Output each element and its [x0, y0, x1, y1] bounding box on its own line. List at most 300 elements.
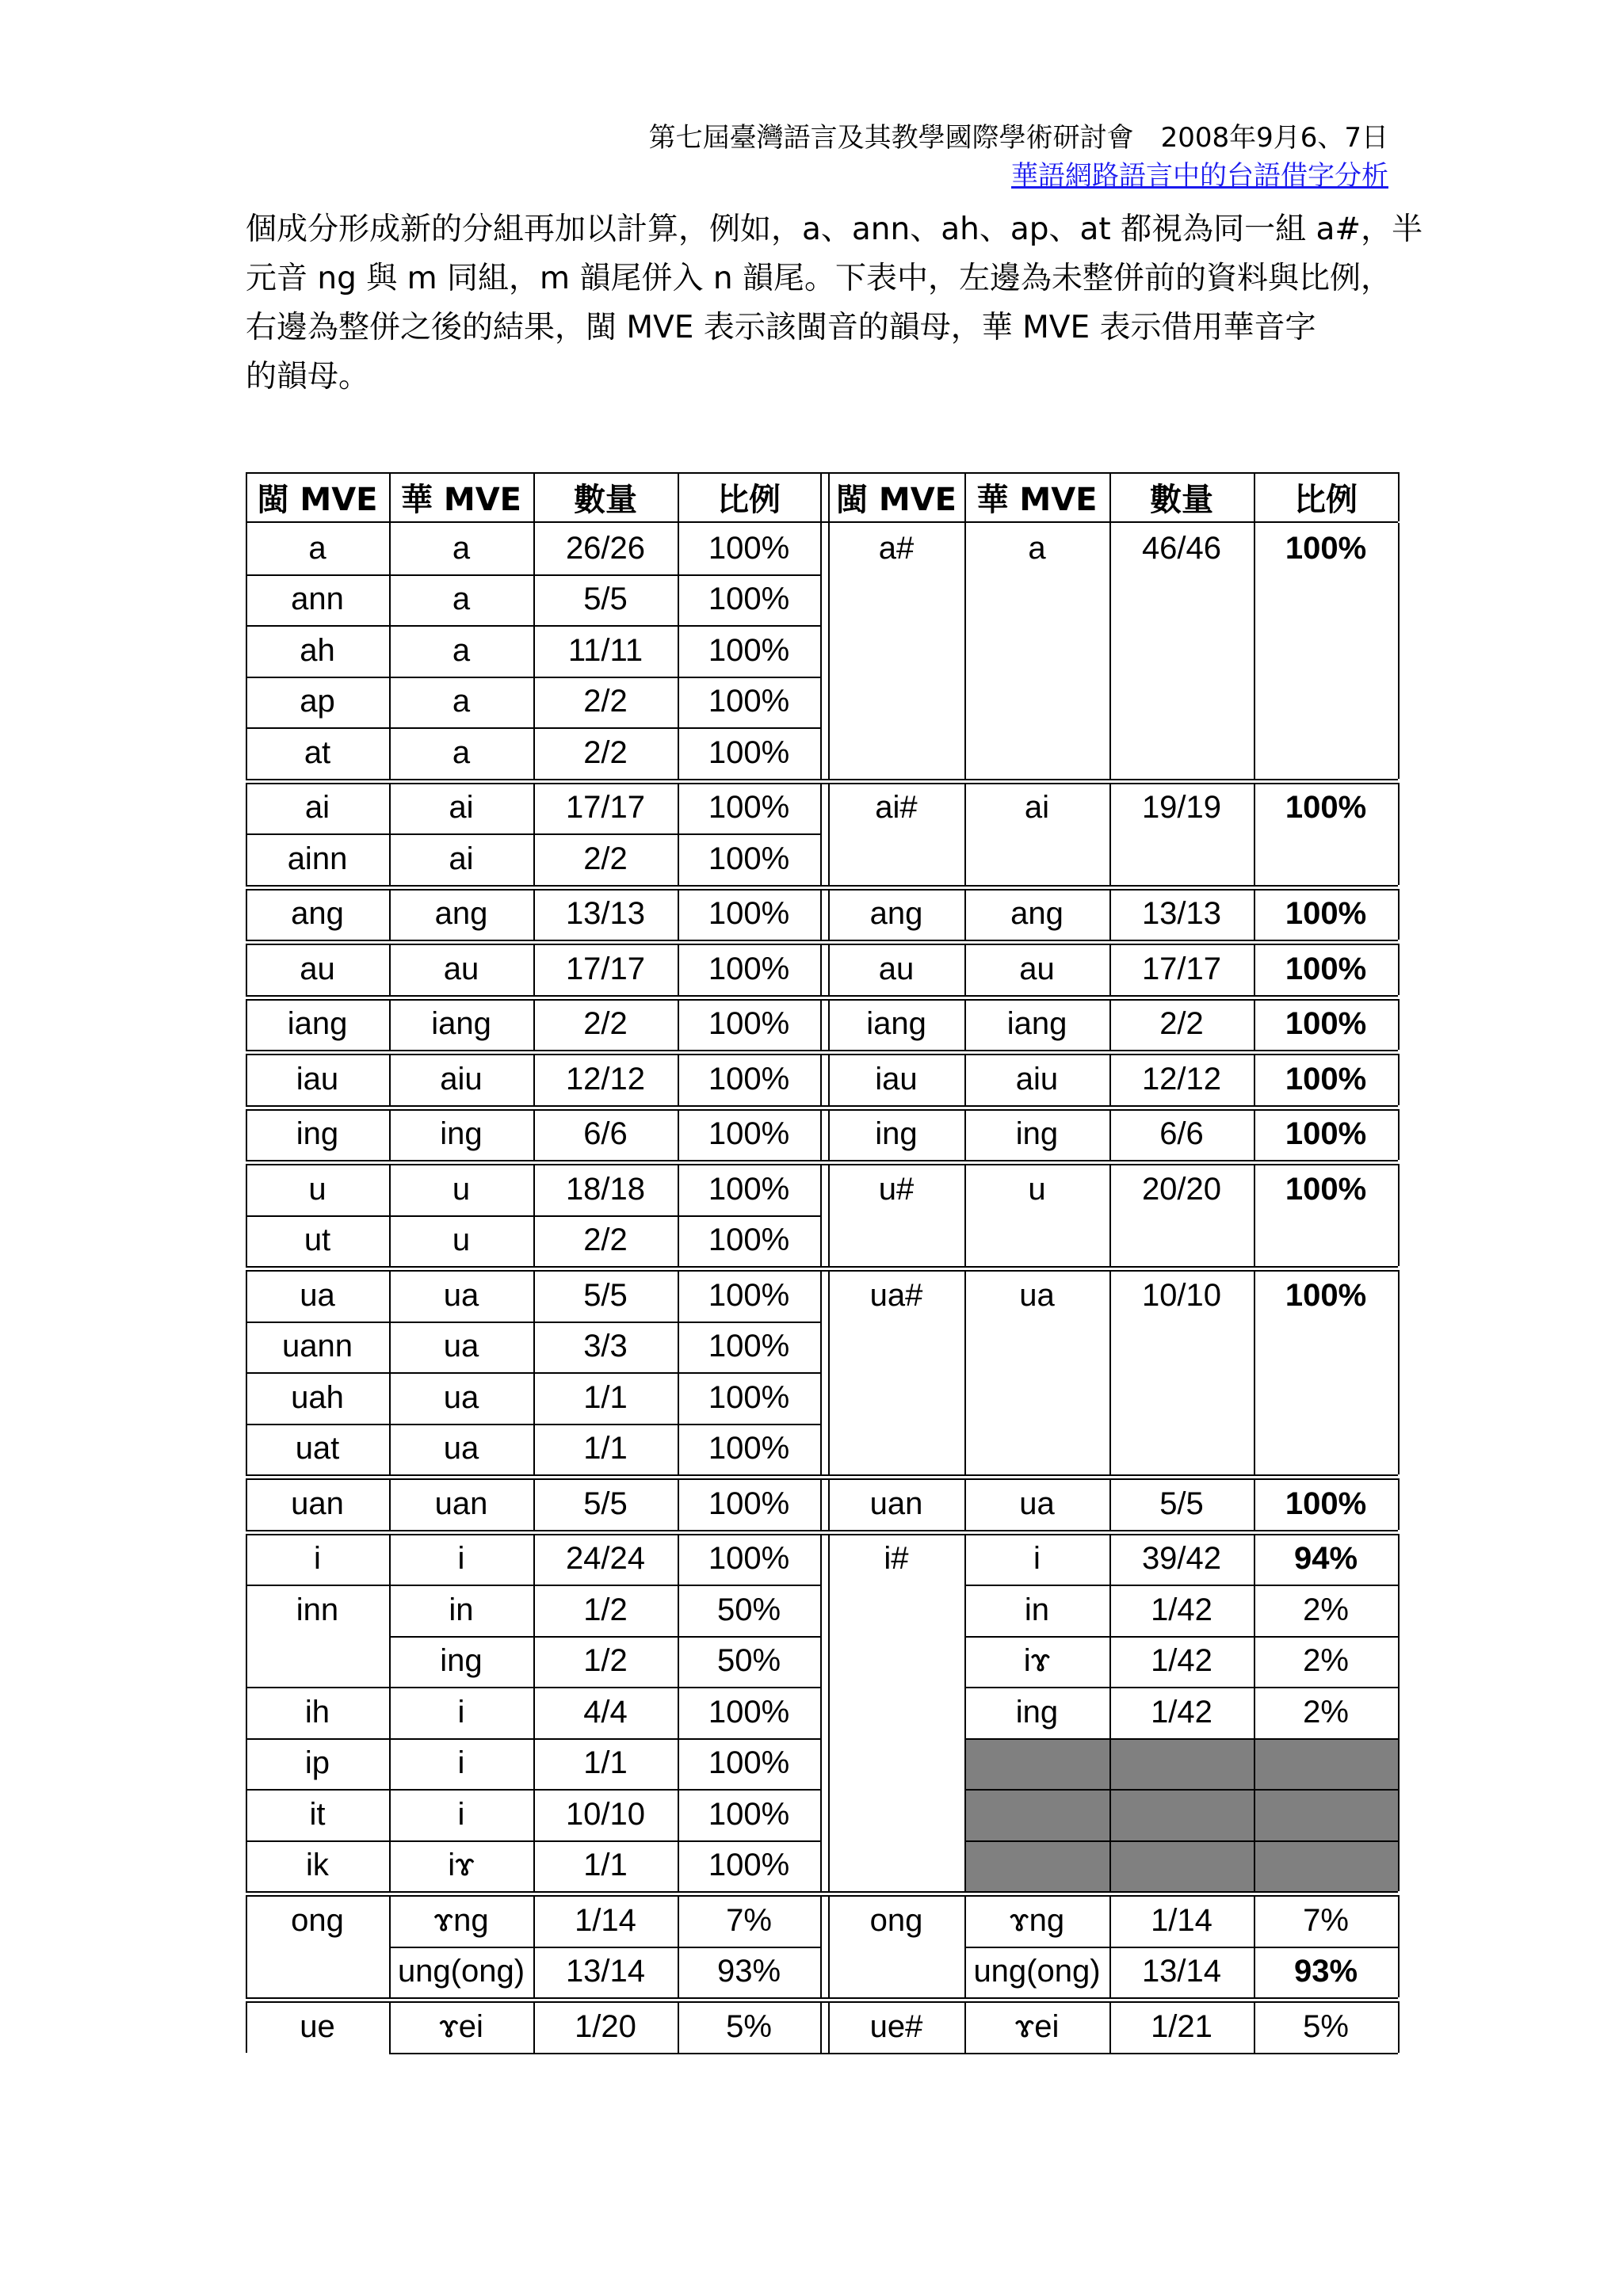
merged-cell: ai# [875, 790, 918, 826]
table-cell: 100% [708, 1541, 790, 1577]
shaded-empty-cell [964, 1789, 1109, 1840]
table-rule [678, 1054, 679, 1105]
table-rule [533, 783, 535, 885]
conference-header: 第七屆臺灣語言及其教學國際學術研討會 2008年9月6、7日 [648, 122, 1388, 154]
table-rule [964, 1270, 966, 1474]
table-rule [389, 523, 391, 779]
table-rule [1109, 1895, 1111, 1997]
table-rule [389, 889, 391, 940]
table-cell: 24/24 [565, 1541, 646, 1577]
table-cell: 18/18 [565, 1171, 646, 1207]
table-rule [1254, 1164, 1255, 1266]
table-rule [1254, 1109, 1255, 1161]
table-rule [389, 1534, 391, 1892]
table-cell: 1/1 [583, 1848, 628, 1883]
table-cell: u [452, 1222, 471, 1258]
table-cell: 2/2 [583, 734, 628, 770]
table-cell: ua [443, 1431, 479, 1466]
shaded-empty-cell [964, 1738, 1109, 1790]
table-rule [820, 1270, 822, 1474]
table-rule [678, 1164, 679, 1266]
table-rule [389, 1270, 391, 1474]
table-rule [246, 779, 1398, 780]
table-cell: i [457, 1541, 465, 1577]
table-cell: 1/42 [1151, 1694, 1212, 1730]
table-cell: aiu [440, 1061, 483, 1097]
table-rule [1398, 1478, 1400, 1530]
table-rule [820, 523, 822, 779]
table-rule [1109, 1164, 1111, 1266]
table-cell: 100% [708, 951, 790, 986]
table-rule [1254, 1270, 1255, 1474]
table-rule [820, 472, 822, 521]
table-cell: 2/2 [583, 1006, 628, 1042]
table-cell: 2% [1303, 1643, 1349, 1679]
table-cell: 2% [1303, 1694, 1349, 1730]
table-rule [246, 1164, 247, 1266]
merged-cell: 100% [1285, 1277, 1367, 1313]
table-cell: 2/2 [583, 684, 628, 719]
table-cell: ua [300, 1277, 335, 1313]
table-rule [1398, 1164, 1400, 1266]
table-rule [964, 1789, 1398, 1791]
table-rule [964, 1636, 1398, 1638]
table-rule [246, 1530, 1398, 1531]
table-cell: ing [875, 1116, 918, 1152]
table-cell: a [452, 734, 471, 770]
table-rule [1109, 523, 1111, 779]
table-rule [964, 1534, 966, 1892]
table-rule [678, 1270, 679, 1474]
column-header: 閩 MVE [835, 481, 957, 518]
table-cell: 17/17 [565, 951, 646, 986]
table-cell: 100% [1285, 951, 1367, 986]
table-rule [389, 1109, 391, 1161]
table-rule [1398, 1534, 1400, 1892]
table-rule [828, 1534, 830, 1892]
shaded-empty-cell [1109, 1738, 1254, 1790]
table-cell: uah [291, 1379, 344, 1415]
table-cell: 100% [708, 684, 790, 719]
table-cell: 1/42 [1151, 1592, 1212, 1627]
table-rule [1254, 1534, 1255, 1892]
table-rule [389, 1895, 391, 1997]
shaded-empty-cell [964, 1840, 1109, 1892]
table-cell: 4/4 [583, 1694, 628, 1730]
table-cell: ing [296, 1116, 339, 1152]
table-cell: iau [296, 1061, 339, 1097]
table-rule [678, 1895, 679, 1997]
table-rule [678, 999, 679, 1051]
table-rule [389, 1054, 391, 1105]
table-cell: 17/17 [565, 790, 646, 826]
table-cell: ong [291, 1902, 344, 1938]
table-rule [1109, 1534, 1111, 1892]
table-cell: uan [434, 1486, 488, 1521]
table-rule [678, 523, 679, 779]
table-cell: 2% [1303, 1592, 1349, 1627]
table-rule [828, 523, 830, 779]
table-rule [533, 2001, 535, 2053]
table-cell: ang [291, 896, 344, 932]
shaded-empty-cell [1109, 1789, 1254, 1840]
merged-cell: 20/20 [1141, 1171, 1222, 1207]
table-rule [246, 1266, 1398, 1268]
table-rule [828, 1054, 830, 1105]
table-rule [1398, 1895, 1400, 1997]
table-cell: ing [1015, 1116, 1059, 1152]
table-rule [246, 885, 1398, 887]
table-rule [964, 2001, 966, 2053]
table-cell: ah [300, 632, 335, 668]
table-cell: 100% [708, 1061, 790, 1097]
table-cell: 5/5 [583, 582, 628, 617]
table-cell: ip [304, 1745, 330, 1781]
merged-cell: a# [878, 530, 915, 566]
table-rule [1398, 472, 1400, 521]
table-rule [1254, 1895, 1255, 1997]
table-rule [389, 2001, 391, 2053]
table-rule [389, 999, 391, 1051]
table-rule [1398, 1109, 1400, 1161]
table-rule [1254, 472, 1255, 521]
table-cell: 100% [708, 1431, 790, 1466]
table-rule [533, 944, 535, 995]
table-cell: ik [306, 1848, 329, 1883]
table-cell: 1/14 [1151, 1902, 1212, 1938]
column-header: 數量 [1150, 481, 1213, 518]
table-cell: iɤ [448, 1848, 475, 1883]
table-rule [964, 1947, 1398, 1948]
table-rule [246, 2001, 247, 2053]
table-rule [389, 783, 391, 885]
table-rule [828, 1164, 830, 1266]
table-cell: 100% [1285, 896, 1367, 932]
table-cell: i [314, 1541, 321, 1577]
table-rule [246, 995, 1398, 997]
table-cell: 13/13 [565, 896, 646, 932]
column-header: 數量 [574, 481, 637, 518]
table-rule [1109, 889, 1111, 940]
table-rule [246, 889, 247, 940]
table-rule [246, 1478, 247, 1530]
table-rule [246, 1105, 1398, 1107]
table-cell: 26/26 [565, 530, 646, 566]
table-cell: ung(ong) [973, 1954, 1101, 1989]
table-cell: a [452, 632, 471, 668]
table-cell: 13/14 [1141, 1954, 1222, 1989]
table-rule [820, 1478, 822, 1530]
table-cell: 2/2 [583, 1222, 628, 1258]
table-cell: ut [304, 1222, 331, 1258]
table-cell: ap [300, 684, 335, 719]
table-cell: ing [440, 1643, 483, 1679]
table-cell: ing [440, 1116, 483, 1152]
table-rule [964, 1478, 966, 1530]
table-rule [828, 944, 830, 995]
table-cell: ai [449, 790, 474, 826]
table-rule [820, 783, 822, 885]
table-rule [389, 2053, 1398, 2054]
table-cell: 1/20 [575, 2008, 636, 2044]
merged-cell: 100% [1285, 530, 1367, 566]
table-rule [1254, 944, 1255, 995]
column-header: 比例 [1294, 481, 1358, 518]
table-cell: au [300, 951, 335, 986]
merged-cell: u [1028, 1171, 1046, 1207]
table-rule [964, 1687, 1398, 1688]
table-rule [246, 523, 247, 779]
table-cell: 1/2 [583, 1592, 628, 1627]
table-cell: 100% [708, 632, 790, 668]
table-cell: 2/2 [1159, 1006, 1204, 1042]
table-rule [246, 999, 247, 1051]
table-cell: 1/1 [583, 1379, 628, 1415]
table-cell: au [1019, 951, 1055, 986]
table-rule [964, 944, 966, 995]
table-cell: uan [869, 1486, 923, 1521]
table-rule [678, 472, 679, 521]
table-rule [820, 889, 822, 940]
table-rule [533, 1164, 535, 1266]
table-cell: iau [875, 1061, 918, 1097]
table-cell: 7% [1303, 1902, 1349, 1938]
table-rule [964, 889, 966, 940]
table-cell: 100% [708, 841, 790, 876]
table-rule [246, 1997, 1398, 1999]
table-rule [1109, 944, 1111, 995]
table-rule [1398, 1054, 1400, 1105]
table-cell: a [452, 582, 471, 617]
table-rule [678, 944, 679, 995]
table-rule [246, 1054, 247, 1105]
table-rule [828, 889, 830, 940]
paper-title-link[interactable]: 華語網路語言中的台語借字分析 [1011, 160, 1388, 192]
table-cell: ai [449, 841, 474, 876]
table-cell: 100% [708, 1848, 790, 1883]
column-header: 閩 MVE [257, 481, 378, 518]
table-rule [246, 944, 247, 995]
table-cell: uan [291, 1486, 344, 1521]
table-rule [533, 1534, 535, 1892]
table-cell: u [308, 1171, 327, 1207]
table-cell: ang [1010, 896, 1064, 932]
table-cell: i [457, 1694, 465, 1730]
table-cell: i# [884, 1541, 909, 1577]
table-cell: 1/14 [575, 1902, 636, 1938]
table-cell: 6/6 [583, 1116, 628, 1152]
table-rule [389, 1478, 391, 1530]
table-rule [964, 472, 966, 521]
table-cell: 1/1 [583, 1745, 628, 1781]
table-rule [1109, 1054, 1111, 1105]
table-cell: aiu [1015, 1061, 1059, 1097]
merged-cell: 19/19 [1141, 790, 1222, 826]
table-rule [533, 999, 535, 1051]
table-cell: it [309, 1796, 326, 1832]
table-rule [828, 1478, 830, 1530]
table-rule [820, 1534, 822, 1892]
table-cell: 5% [726, 2008, 772, 2044]
table-rule [1254, 1478, 1255, 1530]
table-rule [1109, 1109, 1111, 1161]
table-rule [533, 1478, 535, 1530]
table-cell: 10/10 [565, 1796, 646, 1832]
merged-cell: ua# [869, 1277, 923, 1313]
table-rule [246, 1109, 247, 1161]
table-cell: au [443, 951, 479, 986]
table-rule [820, 944, 822, 995]
table-cell: ue [300, 2008, 335, 2044]
table-cell: ang [869, 896, 923, 932]
table-rule [389, 1636, 820, 1638]
table-rule [678, 889, 679, 940]
merged-cell: 46/46 [1141, 530, 1222, 566]
table-cell: ɤei [1014, 2008, 1060, 2044]
table-rule [533, 1895, 535, 1997]
table-rule [678, 2001, 679, 2053]
table-cell: 3/3 [583, 1329, 628, 1364]
table-cell: 100% [708, 582, 790, 617]
table-rule [533, 1054, 535, 1105]
table-cell: 1/42 [1151, 1643, 1212, 1679]
table-cell: 93% [716, 1954, 781, 1989]
table-cell: uann [282, 1329, 353, 1364]
table-rule [828, 1109, 830, 1161]
table-rule [1398, 999, 1400, 1051]
table-cell: 100% [708, 1171, 790, 1207]
table-rule [1109, 783, 1111, 885]
table-cell: 100% [708, 1694, 790, 1730]
table-cell: 100% [708, 1486, 790, 1521]
table-cell: 1/1 [583, 1431, 628, 1466]
table-cell: 100% [1285, 1006, 1367, 1042]
table-cell: ɤng [1009, 1902, 1065, 1938]
table-cell: iɤ [1023, 1643, 1051, 1679]
table-cell: i [457, 1745, 465, 1781]
table-cell: a [452, 684, 471, 719]
table-rule [389, 472, 391, 521]
table-rule [964, 523, 966, 779]
table-rule [1398, 1270, 1400, 1474]
table-rule [828, 783, 830, 885]
table-cell: 13/13 [1141, 896, 1222, 932]
table-cell: ong [869, 1902, 923, 1938]
table-rule [246, 472, 247, 521]
table-cell: 100% [1285, 1486, 1367, 1521]
table-cell: a [308, 530, 327, 566]
shaded-empty-cell [1109, 1840, 1254, 1892]
table-rule [964, 1109, 966, 1161]
table-cell: 100% [1285, 1061, 1367, 1097]
table-rule [246, 1270, 247, 1474]
table-rule [828, 472, 830, 521]
column-header: 華 MVE [976, 481, 1098, 518]
table-cell: 5/5 [583, 1277, 628, 1313]
table-cell: 94% [1293, 1541, 1358, 1577]
table-rule [1398, 889, 1400, 940]
table-rule [1254, 1054, 1255, 1105]
table-cell: 93% [1293, 1954, 1358, 1989]
table-cell: inn [296, 1592, 339, 1627]
table-rule [964, 1164, 966, 1266]
table-cell: 6/6 [1159, 1116, 1204, 1152]
table-rule [1254, 2001, 1255, 2053]
table-cell: iang [431, 1006, 491, 1042]
table-rule [246, 1050, 1398, 1051]
table-cell: iang [287, 1006, 348, 1042]
table-cell: 100% [708, 1796, 790, 1832]
table-cell: ih [304, 1694, 330, 1730]
table-cell: 5/5 [583, 1486, 628, 1521]
table-cell: ing [1015, 1694, 1059, 1730]
table-rule [533, 472, 535, 521]
table-cell: a [452, 530, 471, 566]
table-rule [678, 783, 679, 885]
table-rule [1109, 2001, 1111, 2053]
body-paragraph-line: 右邊為整併之後的結果，閩 MVE 表示該閩音的韻母，華 MVE 表示借用華音字 [246, 310, 1316, 345]
table-cell: ua [443, 1329, 479, 1364]
table-cell: 50% [716, 1592, 781, 1627]
table-cell: 12/12 [1141, 1061, 1222, 1097]
table-cell: ainn [287, 841, 348, 876]
table-cell: ɤng [433, 1902, 489, 1938]
table-cell: 100% [708, 734, 790, 770]
table-cell: 1/2 [583, 1643, 628, 1679]
table-cell: 100% [1285, 1116, 1367, 1152]
merged-cell: a [1028, 530, 1046, 566]
table-rule [820, 1054, 822, 1105]
table-cell: 39/42 [1141, 1541, 1222, 1577]
table-rule [820, 1164, 822, 1266]
column-header: 比例 [717, 481, 781, 518]
table-cell: i [1033, 1541, 1041, 1577]
table-cell: ung(ong) [397, 1954, 525, 1989]
table-cell: ang [434, 896, 488, 932]
table-rule [246, 1891, 1398, 1893]
table-rule [1109, 1478, 1111, 1530]
table-cell: 50% [716, 1643, 781, 1679]
table-cell: 5% [1303, 2008, 1349, 2044]
table-rule [533, 889, 535, 940]
table-rule [1109, 472, 1111, 521]
table-rule [1109, 1270, 1111, 1474]
table-cell: ai [304, 790, 330, 826]
table-rule [964, 1840, 1398, 1842]
table-rule [1398, 944, 1400, 995]
table-rule [678, 1534, 679, 1892]
shaded-empty-cell [1254, 1789, 1398, 1840]
table-rule [389, 944, 391, 995]
table-cell: i [457, 1796, 465, 1832]
table-cell: 100% [708, 896, 790, 932]
table-cell: ua [443, 1277, 479, 1313]
table-cell: ann [291, 582, 344, 617]
table-rule [678, 1478, 679, 1530]
table-rule [533, 1109, 535, 1161]
table-cell: ua [1019, 1486, 1055, 1521]
table-rule [1254, 783, 1255, 885]
body-paragraph-line: 元音 ng 與 m 同組，m 韻尾併入 n 韻尾。下表中，左邊為未整併前的資料與比例， [246, 261, 1392, 296]
table-cell: ua [443, 1379, 479, 1415]
table-rule [246, 1895, 247, 1997]
table-cell: 100% [708, 1745, 790, 1781]
table-rule [246, 1534, 247, 1892]
table-rule [246, 783, 247, 885]
table-cell: in [1024, 1592, 1050, 1627]
shaded-empty-cell [1254, 1840, 1398, 1892]
merged-cell: u# [878, 1171, 915, 1207]
